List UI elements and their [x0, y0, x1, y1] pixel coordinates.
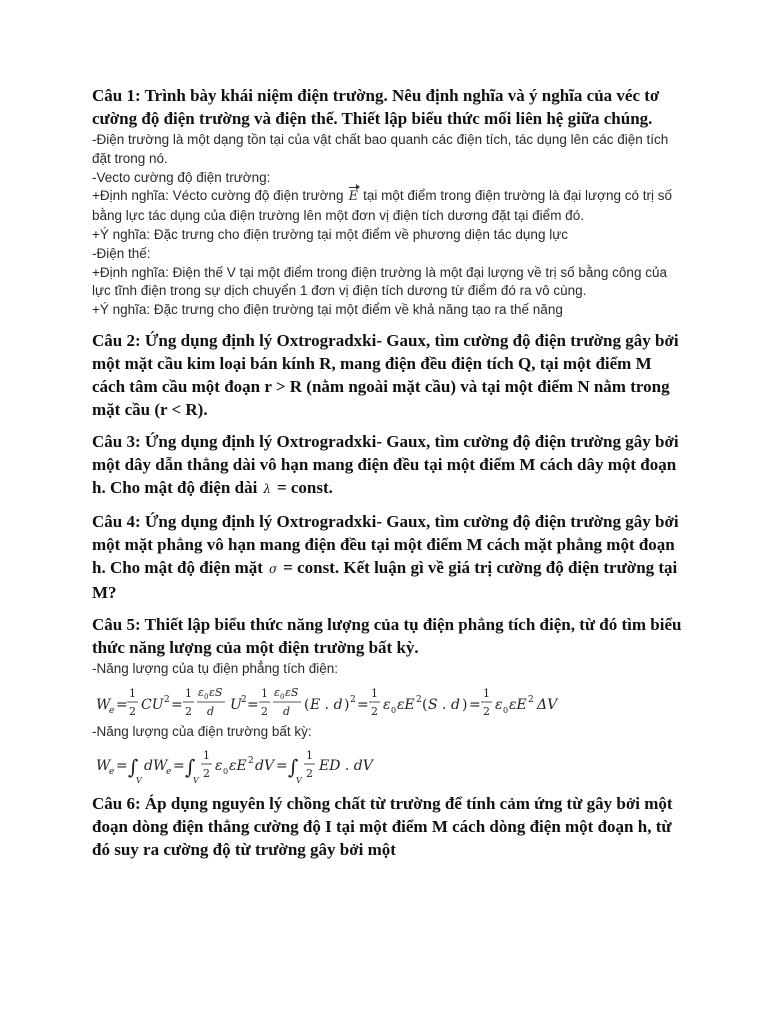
svg-text:e: e: [109, 705, 115, 716]
svg-text:2: 2: [261, 704, 268, 718]
svg-text:∫: ∫: [288, 754, 299, 779]
svg-text:e: e: [109, 766, 115, 777]
svg-text:εS: εS: [209, 685, 223, 699]
svg-text:W: W: [96, 757, 111, 774]
svg-text:2: 2: [483, 704, 490, 718]
svg-text:2: 2: [528, 694, 534, 705]
svg-text:1: 1: [129, 686, 136, 700]
q5-answer-1: -Năng lượng của tụ điện phẳng tích điện:: [92, 660, 339, 676]
capacitor-energy-formula-graphic: [92, 679, 652, 723]
svg-text:ε: ε: [215, 757, 223, 774]
q3-title-suffix: = const.: [276, 477, 333, 497]
svg-text:2: 2: [371, 704, 378, 718]
svg-text:S . d: S . d: [428, 696, 460, 713]
svg-text:dV: dV: [255, 757, 275, 774]
q1-def-suffix: tại một điểm trong điện trường là đại lượng có trị số bằng lực tác dụng của điện trường lên một đơn vị điện tích dương đặt tại điểm đó.: [92, 188, 672, 224]
q4-title-suffix: = const. Kết luận gì về giá trị cường độ điện trường tại M?: [92, 557, 678, 602]
capacitor-energy-formula: [92, 679, 682, 723]
svg-text:1: 1: [483, 686, 490, 700]
svg-text:=: =: [116, 757, 128, 774]
field-energy-formula: [92, 742, 682, 786]
q1-answer-1: -Điện trường là một dạng tồn tại của vật chất bao quanh các điện tích, tác dụng lên các điện tích đặt trong nó.: [92, 132, 669, 166]
svg-text:εE: εE: [509, 696, 527, 713]
svg-text:=: =: [276, 757, 288, 774]
svg-text:0: 0: [391, 705, 397, 715]
field-energy-formula-graphic: [92, 742, 452, 786]
svg-text:0: 0: [503, 705, 509, 715]
q1-definition: [92, 187, 682, 226]
svg-text:(: (: [304, 696, 310, 713]
q3-title-prefix: Câu 3: Ứng dụng định lý Oxtrogradxki- Gaux, tìm cường độ điện trường gây bởi một dây dẫn thẳng dài vô hạn mang điện đều tại một điểm M cách dây một đoạn h. Cho mật độ điện dài: [92, 431, 679, 497]
svg-text:∫: ∫: [185, 754, 196, 779]
svg-text:1: 1: [203, 748, 210, 762]
svg-text:dW: dW: [144, 757, 168, 774]
svg-text:εE: εE: [229, 757, 247, 774]
svg-text:(: (: [422, 696, 428, 713]
svg-text:CU: CU: [141, 696, 164, 713]
svg-text:εE: εE: [397, 696, 415, 713]
svg-text:V: V: [136, 775, 142, 785]
svg-text:2: 2: [164, 694, 170, 705]
svg-text:=: =: [357, 696, 369, 713]
svg-text:W: W: [96, 696, 111, 713]
svg-text:=: =: [247, 696, 259, 713]
svg-text:0: 0: [204, 692, 209, 701]
svg-text:=: =: [171, 696, 183, 713]
q1-def-prefix: +Định nghĩa: Vécto cường độ điện trường: [92, 188, 344, 204]
svg-text:ε: ε: [495, 696, 503, 713]
svg-text:=: =: [173, 757, 185, 774]
svg-text:0: 0: [280, 692, 285, 701]
svg-text:e: e: [166, 766, 172, 777]
question-5-title: Câu 5: Thiết lập biểu thức năng lượng của tụ điện phẳng tích điện, từ đó tìm biểu thức năng lượng của một điện trường bất kỳ.: [92, 614, 682, 657]
svg-text:d: d: [207, 704, 215, 718]
svg-text:V: V: [193, 775, 199, 785]
svg-text:1: 1: [306, 748, 313, 762]
lambda-symbol: λ: [263, 481, 271, 496]
svg-text:=: =: [116, 696, 128, 713]
svg-text:2: 2: [306, 766, 313, 780]
svg-text:2: 2: [248, 755, 254, 766]
q1-potential-meaning: +Ý nghĩa: Đặc trưng cho điện trường tại một điểm về khả năng tạo ra thế năng: [92, 302, 563, 318]
svg-text:V: V: [296, 775, 302, 785]
question-3-title: [92, 430, 682, 501]
svg-text:∫: ∫: [128, 754, 139, 779]
question-6-title: Câu 6: Áp dụng nguyên lý chồng chất từ trường để tính cảm ứng từ gây bởi một đoạn dòng điện thẳng cường độ I tại một điểm M cách dòng điện một đoạn h, từ đó suy ra cường độ từ trường gây bởi một: [92, 793, 673, 859]
svg-text:2: 2: [241, 694, 247, 705]
svg-text:2: 2: [350, 694, 356, 705]
svg-text:2: 2: [185, 704, 192, 718]
question-2-title: Câu 2: Ứng dụng định lý Oxtrogradxki- Gaux, tìm cường độ điện trường gây bởi một mặt cầu kim loại bán kính R, mang điện đều điện tích Q, tại một điểm M cách tâm cầu một đoạn r > R (nằm ngoài mặt cầu) và tại một điểm N nằm trong mặt cầu (r < R).: [92, 330, 679, 419]
svg-text:2: 2: [416, 694, 422, 705]
vector-e-symbol: E: [344, 188, 364, 207]
q4-title-prefix: Câu 4: Ứng dụng định lý Oxtrogradxki- Gaux, tìm cường độ điện trường gây bởi một mặt phẳng vô hạn mang điện đều tại một điểm M cách mặt phẳng một đoạn h. Cho mật độ điện mặt: [92, 511, 679, 577]
svg-text:ε: ε: [198, 685, 204, 699]
sigma-symbol: σ: [268, 561, 278, 576]
question-1-title: Câu 1: Trình bày khái niệm điện trường. Nêu định nghĩa và ý nghĩa của véc tơ cường độ điện trường và điện thế. Thiết lập biểu thức mối liên hệ giữa chúng.: [92, 86, 660, 128]
svg-text:2: 2: [203, 766, 210, 780]
svg-text:1: 1: [261, 686, 268, 700]
svg-text:ε: ε: [383, 696, 391, 713]
document-content: [92, 84, 682, 861]
svg-text:0: 0: [223, 766, 229, 776]
svg-text:U: U: [230, 696, 242, 713]
q1-answer-2: -Vecto cường độ điện trường:: [92, 169, 271, 185]
q5-answer-2: -Năng lượng của điện trường bất kỳ:: [92, 723, 312, 739]
svg-text:ΔV: ΔV: [537, 696, 558, 713]
svg-text:d: d: [283, 704, 291, 718]
question-4-title: [92, 510, 682, 604]
q1-potential-definition: +Định nghĩa: Điện thế V tại một điểm trong điện trường là một đại lượng về trị số bằng công của lực tĩnh điện trong sự dịch chuyển 1 đơn vị điện tích dương từ điểm đó ra vô cùng.: [92, 264, 667, 299]
svg-text:1: 1: [371, 686, 378, 700]
svg-text:=: =: [469, 696, 481, 713]
svg-text:): ): [344, 696, 350, 713]
svg-text:ED . dV: ED . dV: [319, 757, 373, 774]
q1-potential-heading: -Điện thế:: [92, 245, 151, 261]
q1-meaning: +Ý nghĩa: Đặc trưng cho điện trường tại một điểm về phương diện tác dụng lực: [92, 226, 568, 242]
svg-text:ε: ε: [274, 685, 280, 699]
svg-text:E . d: E . d: [310, 696, 343, 713]
svg-text:1: 1: [185, 686, 192, 700]
svg-text:2: 2: [129, 704, 136, 718]
svg-text:εS: εS: [285, 685, 299, 699]
svg-text:): ): [462, 696, 468, 713]
